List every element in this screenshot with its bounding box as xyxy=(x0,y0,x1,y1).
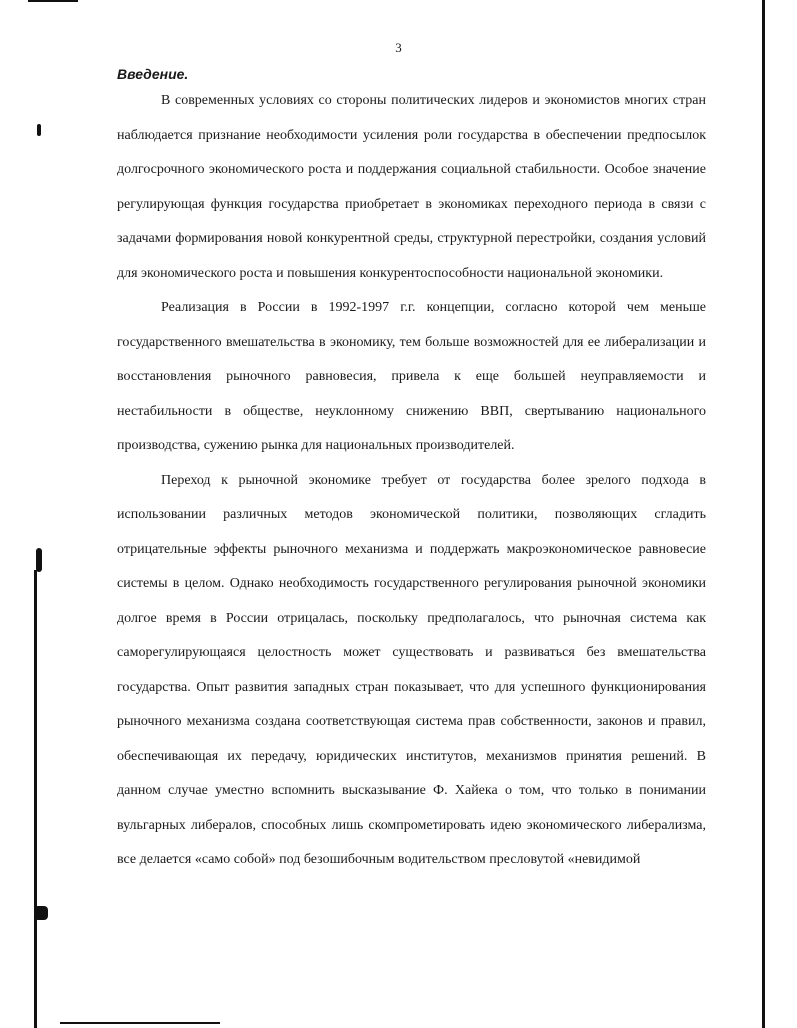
scan-edge-top-left xyxy=(28,0,78,2)
paragraph-2: Реализация в России в 1992-1997 г.г. концепции, согласно которой чем меньше государственного вмешательства в экономику, тем больше возможностей для ее либерализации и восстановления рыночного равновесия, привела к еще большей неуправляемости и нестабильности в обществе, неуклонному снижению ВВП, свертыванию национального производства, сужению рынка для национальных производителей. xyxy=(117,300,706,453)
paragraph-3: Переход к рыночной экономике требует от государства более зрелого подхода в использовании различных методов экономической политики, позволяющих сгладить отрицательные эффекты рыночного механизма и поддержать макроэкономическое равновесие системы в целом. Однако необходимость государственного регулирования рыночной экономики долгое время в России отрицалась, поскольку предполагалось, что рыночная система как саморегулирующаяся целостность может существовать и развиваться без вмешательства государства. Опыт развития западных стран показывает, что для успешного функционирования рыночного механизма создана соответствующая система прав собственности, законов и правил, обеспечивающая их передачу, юридических институтов, механизмов принятия решений. В данном случае уместно вспомнить высказывание Ф. Хайека о том, что только в понимании вульгарных либералов, способных лишь скомпрометировать идею экономического либерализма, все делается «само собой» под безошибочным водительством пресловутой «невидимой xyxy=(117,472,706,867)
paragraph-1: В современных условиях со стороны политических лидеров и экономистов многих стран наблюдается признание необходимости усиления роли государства в обеспечении предпосылок долгосрочного экономического роста и поддержания социальной стабильности. Особое значение регулирующая функция государства приобретает в экономиках переходного периода в связи с задачами формирования новой конкурентной среды, структурной перестройки, создания условий для экономического роста и повышения конкурентоспособности национальной экономики. xyxy=(117,93,706,281)
body-text xyxy=(117,84,706,878)
scan-mark-left-3 xyxy=(34,906,48,920)
scan-mark-left-1 xyxy=(37,124,41,136)
scan-edge-bottom xyxy=(60,1022,220,1024)
section-heading: Введение. xyxy=(117,66,189,82)
page-number: 3 xyxy=(395,40,402,55)
scan-edge-left-lower xyxy=(34,570,37,1028)
scan-mark-left-2 xyxy=(36,548,42,572)
scan-edge-right xyxy=(762,0,765,1028)
